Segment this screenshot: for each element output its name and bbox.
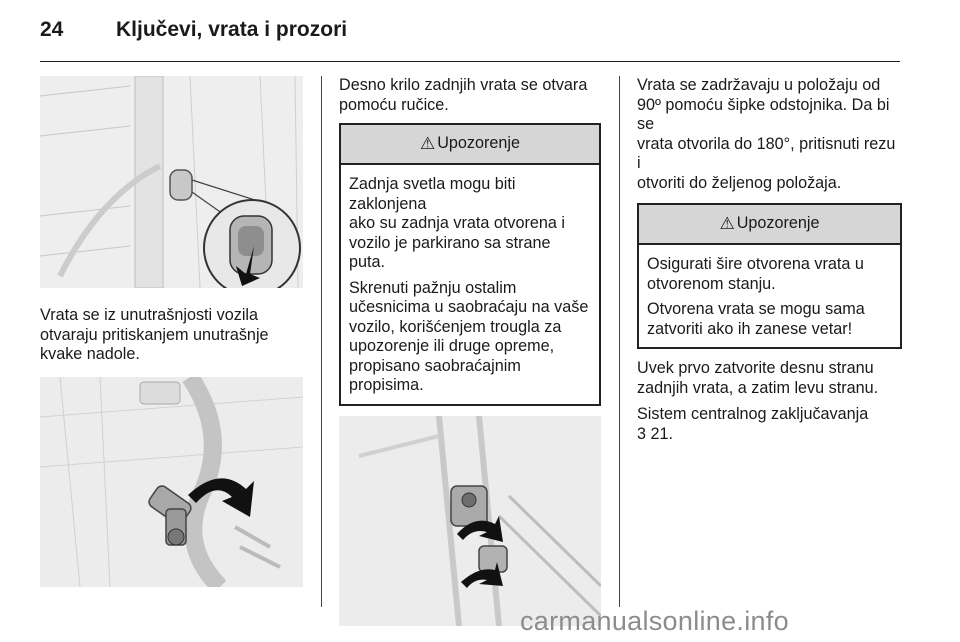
warning-triangle-icon: ⚠ <box>419 134 436 154</box>
page-number: 24 <box>40 18 64 41</box>
hinge-illustration <box>339 416 601 626</box>
warning-header <box>341 125 599 165</box>
central-locking-reference: Sistem centralnog zaključavanja 3 21. <box>637 405 869 443</box>
door-check-arrow-illustration <box>40 377 303 587</box>
warning-title: Upozorenje <box>437 134 521 153</box>
page-title: Ključevi, vrata i prozori <box>116 18 348 41</box>
closing-order-text: Uvek prvo zatvorite desnu stranu zadnjih vrata, a zatim levu stranu. <box>637 359 879 397</box>
rear-door-intro: Desno krilo zadnjih vrata se otvara pomoću ručice. <box>339 76 588 114</box>
column-left <box>40 76 303 587</box>
warning-paragraph: Skrenuti pažnju ostalim učesnicima u saobraćaju na vaše vozilo, korišćenjem trougla za upozorenje ili druge opreme, propisano saobraćajnim propisima. <box>349 278 589 394</box>
door-check-figure <box>40 377 303 587</box>
column-right <box>637 76 902 451</box>
warning-header <box>639 205 900 245</box>
handle-instruction: Vrata se iz unutrašnjosti vozila otvaraju pritiskanjem unutrašnje kvake nadole. <box>40 306 269 363</box>
column-middle <box>339 76 601 626</box>
warning-paragraph: Osigurati šire otvorena vrata u otvorenom stanju. <box>647 255 864 293</box>
warning-paragraph: Otvorena vrata se mogu sama zatvoriti ako ih zanese vetar! <box>647 300 865 338</box>
door-handle-figure <box>40 76 303 288</box>
watermark: carmanualsonline.info <box>520 606 789 636</box>
warning-title: Upozorenje <box>736 214 820 233</box>
hinge-figure <box>339 416 601 626</box>
warning-box <box>339 123 601 406</box>
warning-triangle-icon: ⚠ <box>719 214 735 234</box>
column-divider <box>321 76 322 607</box>
door-stop-instruction: Vrata se zadržavaju u položaju od 90º pomoću šipke odstojnika. Da bi se vrata otvorila do 180°, pritisnuti rezu i otvoriti do željenog položaja. <box>637 76 896 192</box>
warning-body <box>639 245 900 347</box>
column-divider <box>619 76 620 607</box>
warning-box <box>637 203 902 349</box>
header-rule <box>40 61 900 62</box>
warning-paragraph: Zadnja svetla mogu biti zaklonjena ako su zadnja vrata otvorena i vozilo je parkirano sa strane puta. <box>349 175 565 271</box>
warning-body <box>341 165 599 404</box>
door-handle-illustration <box>40 76 303 288</box>
